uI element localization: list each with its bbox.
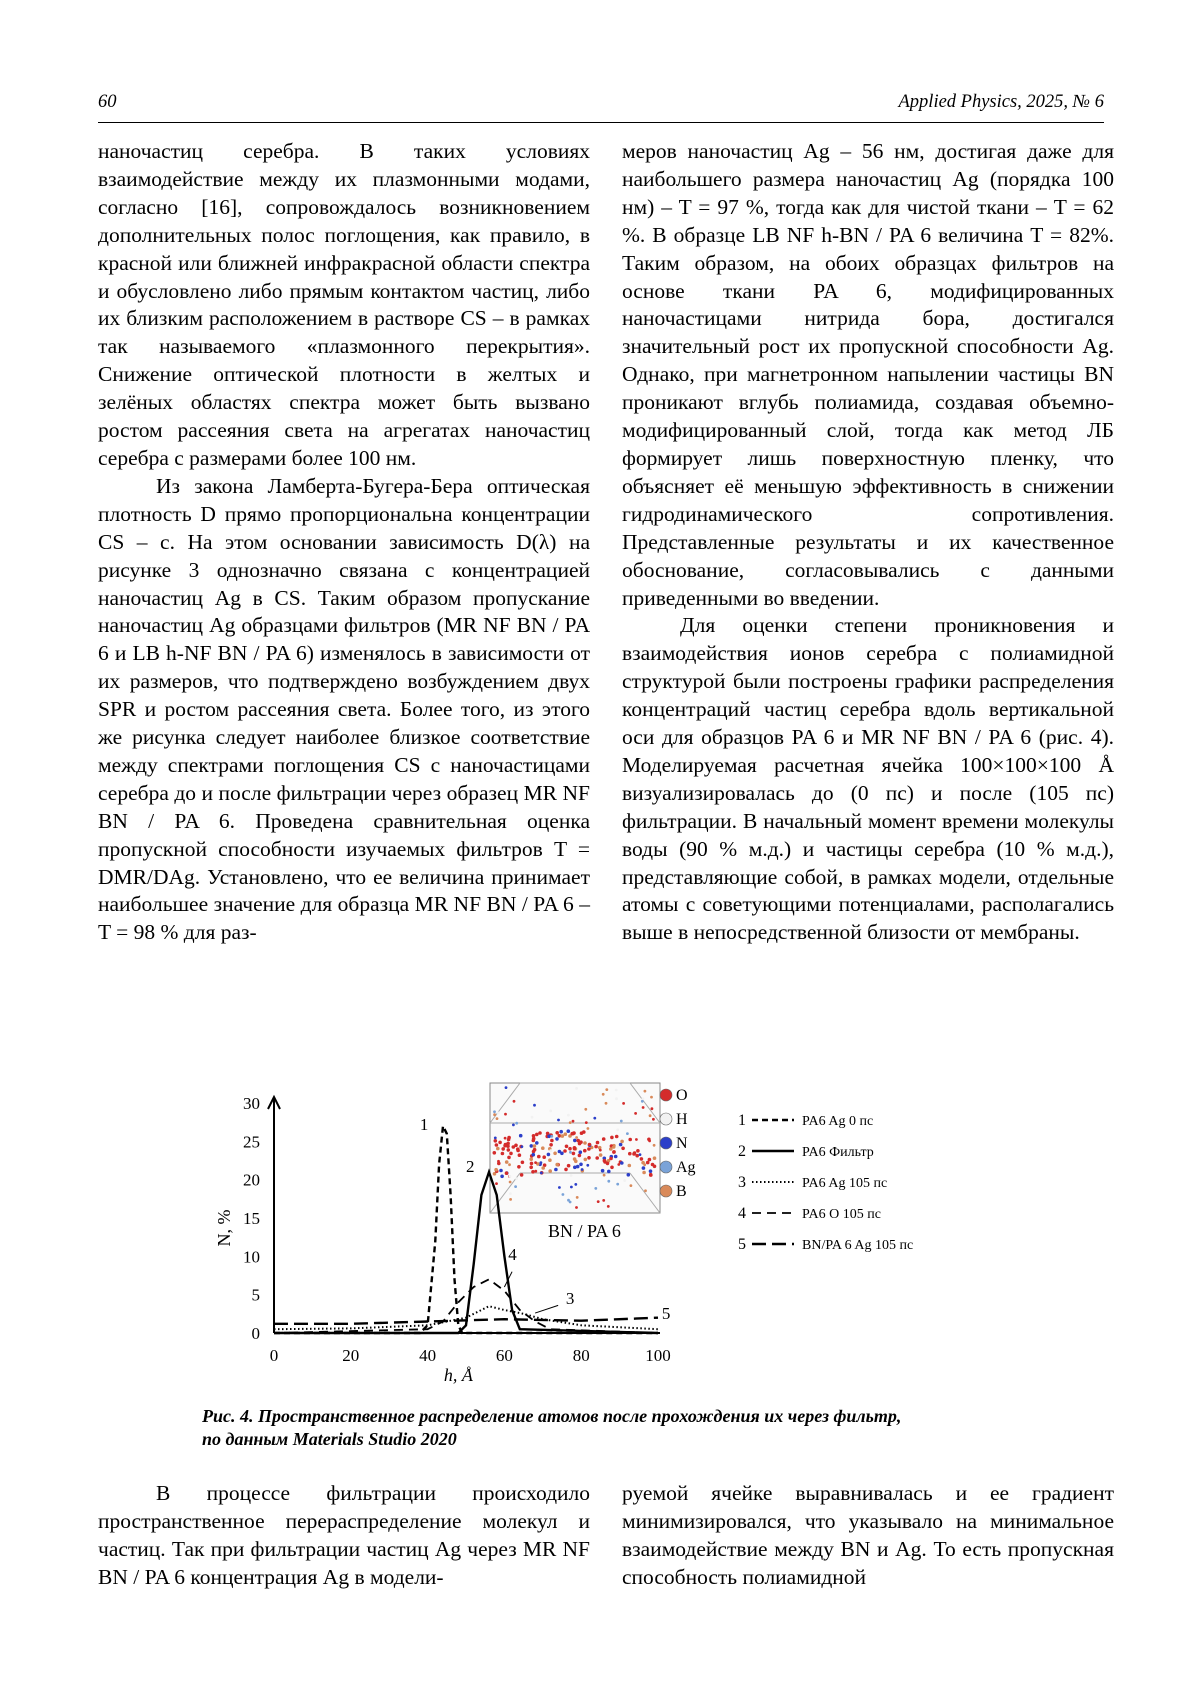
inset-atom <box>549 1110 552 1113</box>
inset-atom <box>509 1175 512 1178</box>
legend-number: 3 <box>738 1174 746 1191</box>
inset-atom <box>494 1137 497 1140</box>
inset-atom <box>548 1158 552 1162</box>
inset-atom <box>595 1156 599 1160</box>
inset-atom <box>626 1132 629 1135</box>
inset-atom <box>547 1135 551 1139</box>
inset-atom <box>534 1170 537 1173</box>
inset-atom <box>505 1160 509 1164</box>
inset-atom <box>616 1128 619 1131</box>
inset-atom <box>583 1149 587 1153</box>
y-tick-label: 20 <box>243 1170 260 1190</box>
inset-atom <box>533 1144 537 1148</box>
inset-atom <box>597 1200 600 1203</box>
inset-atom <box>648 1140 651 1143</box>
inset-label: BN / PA 6 <box>548 1221 621 1241</box>
inset-atom <box>606 1162 610 1166</box>
bottom-left-column <box>98 1480 590 1592</box>
inset-atom <box>593 1117 596 1120</box>
atom-legend-label: B <box>676 1183 687 1200</box>
inset-atom <box>541 1166 545 1170</box>
inset-atom <box>573 1147 577 1151</box>
legend-number: 4 <box>738 1205 746 1222</box>
series-number-label: 4 <box>508 1245 517 1265</box>
x-tick-label: 20 <box>342 1346 360 1365</box>
inset-atom <box>621 1147 625 1151</box>
atom-legend-marker <box>660 1113 672 1125</box>
inset-atom <box>573 1139 577 1143</box>
inset-atom <box>519 1134 523 1138</box>
inset-atom <box>500 1175 504 1179</box>
inset-atom <box>652 1118 655 1121</box>
inset-atom <box>493 1113 496 1116</box>
y-tick-label: 10 <box>243 1247 260 1267</box>
inset-atom <box>599 1149 602 1152</box>
inset-atom <box>641 1100 644 1103</box>
inset-atom <box>564 1168 568 1172</box>
inset-atom <box>607 1170 611 1174</box>
inset-atom <box>561 1134 565 1138</box>
legend-number: 2 <box>738 1143 746 1160</box>
inset-atom <box>653 1144 656 1147</box>
inset-atom <box>504 1137 507 1140</box>
inset-atom <box>501 1147 505 1151</box>
inset-atom <box>515 1177 518 1180</box>
caption-line-2: по данным Materials Studio 2020 <box>202 1429 457 1449</box>
legend-label: PA6 Ag 0 пс <box>802 1114 874 1129</box>
inset-atom <box>574 1183 577 1186</box>
atom-legend-marker <box>660 1089 672 1101</box>
inset-atom <box>607 1180 610 1183</box>
inset-atom <box>517 1165 521 1169</box>
journal-title: Applied Physics, 2025, № 6 <box>898 92 1104 112</box>
inset-atom <box>521 1161 525 1165</box>
inset-atom <box>603 1174 606 1177</box>
inset-atom <box>531 1170 535 1174</box>
atom-legend-marker <box>660 1185 672 1197</box>
series-number-label: 3 <box>565 1288 575 1308</box>
inset-atom <box>615 1097 618 1100</box>
inset-atom <box>493 1110 496 1113</box>
inset-atom <box>567 1199 570 1202</box>
inset-atom <box>535 1141 539 1145</box>
inset-atom <box>612 1146 615 1149</box>
inset-atom <box>501 1152 505 1156</box>
legend-label: PA6 Фильтр <box>802 1145 874 1160</box>
inset-atom <box>651 1163 655 1167</box>
inset-atom <box>555 1131 559 1135</box>
legend-label: BN/PA 6 Ag 105 пс <box>802 1238 914 1253</box>
inset-atom <box>609 1147 613 1151</box>
page-header <box>98 88 1104 123</box>
inset-atom <box>569 1151 572 1154</box>
inset-atom <box>567 1129 571 1133</box>
inset-atom <box>610 1166 614 1170</box>
inset-atom <box>633 1151 637 1155</box>
paragraph: наночастиц серебра. В таких условиях взаимодействие между их плазмонными модами, согласно [16], сопровождалось возникновением дополнительных полос поглощения, как правило, в красной или ближней инфракрасной области спектра и обусловлено либо прямым контактом частиц, либо их близким расположением в растворе CS – в рамках так называемого «плазмонного перекрытия». Снижение оптической плотности в желтых и зелёных областях спектра может быть вызвано ростом рассеяния света на агрегатах наночастиц серебра с размерами более 100 нм. <box>98 139 590 470</box>
inset-atom <box>509 1198 512 1201</box>
x-tick-label: 0 <box>269 1346 279 1365</box>
atom-legend-label: O <box>676 1087 688 1104</box>
inset-atom <box>558 1150 562 1154</box>
inset-atom <box>572 1120 575 1123</box>
inset-atom <box>576 1196 579 1199</box>
paragraph: Из закона Ламберта-Бугера-Бера оптическая плотность D прямо пропорциональна концентрации CS – c. На этом основании зависимость D(λ) на рисунке 3 однозначно связана с концентрацией наночастиц Ag в CS. Таким образом пропускание наночастиц Ag образцами фильтров (MR NF BN / PA 6 и LB h-NF BN / PA 6) изменялось в зависимости от их размеров, что подтверждено возбуждением двух SPR и ростом рассеяния света. Более того, из этого же рисунка следует наиболее близкое соответствие между спектрами поглощения CS с наночастицами серебра до и после фильтрации через образец MR NF BN / PA 6. Проведена сравнительная оценка пропускной способности изучаемых фильтров T = DMR/DAg. Установлено, что ее величина принимает наибольшее значение для образца MR NF BN / PA 6 – T = 98 % для раз- <box>98 473 590 945</box>
inset-atom <box>578 1154 582 1158</box>
inset-atom <box>649 1114 652 1117</box>
caption-line-1: Рис. 4. Пространственное распределение атомов после прохождения их через фильтр, <box>202 1406 902 1426</box>
bottom-right-column <box>622 1480 1114 1592</box>
inset-atom <box>583 1141 587 1145</box>
inset-atom <box>620 1161 624 1165</box>
atom-legend-marker <box>660 1137 672 1149</box>
inset-atom <box>642 1097 645 1100</box>
inset-atom <box>530 1144 534 1148</box>
inset-atom <box>529 1157 533 1161</box>
inset-atom <box>532 1139 536 1143</box>
inset-atom <box>634 1112 637 1115</box>
inset-atom <box>557 1119 560 1122</box>
y-axis-label: N, % <box>214 1209 234 1247</box>
inset-atom <box>585 1121 588 1124</box>
paragraph: В процессе фильтрации происходило пространственное перераспределение молекул и частиц. Так при фильтрации частиц Ag через MR NF BN / PA 6 концентрация Ag в модели- <box>98 1481 590 1589</box>
inset-atom <box>602 1093 605 1096</box>
inset-atom <box>646 1161 650 1165</box>
inset-atom <box>512 1145 516 1149</box>
inset-atom <box>534 1161 537 1164</box>
inset-atom <box>653 1156 657 1160</box>
inset-atom <box>588 1143 592 1147</box>
inset-atom <box>651 1107 654 1110</box>
figure-4 <box>200 1055 1020 1395</box>
inset-simulation-cell <box>490 1083 660 1241</box>
inset-atom <box>529 1166 533 1170</box>
chart-legend <box>738 1112 913 1253</box>
inset-atom <box>520 1173 524 1177</box>
inset-atom <box>594 1187 597 1190</box>
x-tick-label: 60 <box>495 1346 513 1365</box>
inset-atom <box>594 1145 598 1149</box>
atom-legend-marker <box>660 1161 672 1173</box>
inset-atom <box>564 1132 568 1136</box>
legend-number: 5 <box>738 1236 746 1253</box>
inset-atom <box>555 1163 559 1167</box>
inset-atom <box>620 1120 623 1123</box>
inset-atom <box>555 1137 559 1141</box>
inset-atom <box>507 1156 511 1160</box>
inset-atom <box>567 1164 571 1168</box>
inset-atom <box>497 1112 500 1115</box>
x-tick-label: 80 <box>572 1346 590 1365</box>
inset-atom <box>493 1151 497 1155</box>
inset-atom <box>504 1143 508 1147</box>
inset-atom <box>512 1124 515 1127</box>
inset-atom <box>533 1148 537 1152</box>
inset-atom <box>541 1146 545 1150</box>
inset-atom <box>642 1106 645 1109</box>
inset-atom <box>575 1206 578 1209</box>
inset-atom <box>540 1161 543 1164</box>
legend-label: PA6 О 105 пс <box>802 1207 881 1222</box>
inset-atom <box>499 1169 503 1173</box>
legend-number: 1 <box>738 1112 746 1129</box>
inset-atom <box>495 1143 499 1147</box>
figure-caption <box>202 1405 1022 1451</box>
inset-atom <box>495 1182 498 1185</box>
inset-atom <box>509 1181 512 1184</box>
inset-atom <box>639 1153 642 1156</box>
inset-atom <box>644 1189 647 1192</box>
inset-atom <box>515 1122 518 1125</box>
inset-atom <box>628 1152 632 1156</box>
y-tick-label: 5 <box>251 1285 260 1305</box>
inset-atom <box>563 1149 567 1153</box>
inset-atom <box>649 1173 653 1177</box>
inset-atom <box>616 1183 619 1186</box>
inset-atom <box>605 1102 608 1105</box>
inset-atom <box>550 1135 553 1138</box>
x-axis-label: h, Å <box>443 1365 473 1385</box>
inset-atom <box>570 1174 573 1177</box>
inset-atom <box>496 1147 500 1151</box>
inset-atom <box>530 1162 534 1166</box>
inset-atom <box>580 1131 584 1135</box>
line-chart <box>200 1055 1020 1395</box>
inset-atom <box>498 1141 502 1145</box>
legend-label: PA6 Ag 105 пс <box>802 1176 888 1191</box>
inset-atom <box>628 1164 632 1168</box>
inset-atom <box>619 1143 623 1147</box>
inset-atom <box>609 1157 613 1161</box>
inset-atom <box>587 1156 591 1160</box>
inset-atom <box>615 1089 618 1092</box>
inset-atom <box>505 1171 509 1175</box>
inset-atom <box>642 1166 646 1170</box>
inset-atom <box>650 1096 653 1099</box>
inset-atom <box>575 1136 578 1139</box>
inset-atom <box>550 1139 554 1143</box>
inset-atom <box>567 1114 570 1117</box>
inset-atom <box>576 1165 580 1169</box>
inset-atom <box>627 1173 631 1177</box>
inset-atom <box>586 1164 589 1167</box>
inset-atom <box>603 1159 607 1163</box>
inset-atom <box>513 1100 516 1103</box>
inset-atom <box>537 1155 541 1159</box>
inset-atom <box>518 1153 522 1157</box>
inset-atom <box>538 1131 542 1135</box>
inset-atom <box>628 1138 632 1142</box>
inset-atom <box>553 1152 557 1156</box>
inset-atom <box>602 1137 606 1141</box>
paragraph: руемой ячейке выравнивалась и ее градиент минимизировался, что указывало на минимальное взаимодействие между BN и Ag. То есть пропускная способность полиамидной <box>622 1481 1114 1589</box>
inset-atom <box>636 1149 640 1153</box>
inset-atom <box>533 1104 536 1107</box>
inset-atom <box>635 1154 639 1158</box>
page-number: 60 <box>98 92 117 112</box>
inset-atom <box>497 1160 500 1163</box>
inset-atom <box>617 1163 620 1166</box>
inset-atom <box>623 1179 626 1182</box>
atom-legend <box>660 1087 696 1200</box>
inset-atom <box>548 1169 552 1173</box>
inset-atom <box>505 1086 508 1089</box>
paragraph: меров наночастиц Ag – 56 нм, достигая даже для наибольшего размера наночастиц Ag (порядка 100 нм) – T = 97 %, тогда как для чистой ткани – T = 62 %. В образце LB NF h-BN / PA 6 величина T = 82%. Таким образом, на обоих образцах фильтров на основе ткани PA 6, модифицированных наночастицами нитрида бора, достигался значительный рост их пропускной способности Ag. Однако, при магнетронном напылении частицы BN проникают вглубь полиамида, создавая объемно-модифицированный слой, тогда как метод ЛБ формирует лишь поверхностную пленку, что объясняет её меньшую эффективность в снижении гидродинамического сопротивления. Представленные результаты и их качественное обоснование, согласовывались с данными приведенными во введении. <box>622 139 1114 610</box>
inset-atom <box>549 1149 552 1152</box>
inset-atom <box>507 1148 511 1152</box>
inset-atom <box>507 1136 511 1140</box>
paragraph: Для оценки степени проникновения и взаимодействия ионов серебра с полиамидной структурой были построены графики распределения концентраций частиц серебра вдоль вертикальной оси для образцов PA 6 и MR NF BN / PA 6 (рис. 4). Моделируемая расчетная ячейка 100×100×100 Å визуализировалась до (0 пс) и после (105 пс) фильтрации. В начальный момент времени молекулы воды (90 % м.д.) и частицы серебра (10 % м.д.), представляющие собой, в рамках модели, отдельные атомы с советующими потенциалами, располагались выше в непосредственной близости от мембраны. <box>622 613 1114 945</box>
inset-atom <box>532 1153 536 1157</box>
inset-atom <box>579 1150 583 1154</box>
right-column <box>622 138 1114 947</box>
inset-atom <box>596 1141 600 1145</box>
series-number-label: 5 <box>661 1304 671 1324</box>
series-number-label: 1 <box>419 1114 429 1134</box>
inset-atom <box>642 1171 646 1175</box>
inset-atom <box>581 1168 584 1171</box>
inset-atom <box>514 1185 517 1188</box>
inset-atom <box>617 1146 620 1149</box>
y-tick-label: 15 <box>243 1209 260 1228</box>
inset-atom <box>521 1145 524 1148</box>
inset-atom <box>601 1169 605 1173</box>
left-column <box>98 138 590 947</box>
inset-atom <box>599 1153 603 1157</box>
inset-atom <box>504 1113 507 1116</box>
inset-atom <box>640 1157 644 1161</box>
inset-atom <box>572 1152 576 1156</box>
inset-atom <box>579 1163 583 1167</box>
inset-atom <box>587 1147 591 1151</box>
inset-atom <box>494 1139 498 1143</box>
inset-atom <box>584 1108 587 1111</box>
inset-atom <box>620 1140 624 1144</box>
inset-atom <box>562 1193 565 1196</box>
y-tick-label: 30 <box>243 1094 260 1113</box>
inset-atom <box>602 1199 605 1202</box>
inset-atom <box>584 1158 588 1162</box>
inset-atom <box>508 1163 511 1166</box>
inset-atom <box>509 1192 512 1195</box>
inset-atom <box>569 1121 572 1124</box>
inset-atom <box>574 1160 578 1164</box>
inset-atom <box>531 1116 534 1119</box>
inset-atom <box>614 1155 618 1159</box>
inset-atom <box>575 1087 578 1090</box>
y-tick-label: 25 <box>243 1132 260 1152</box>
inset-atom <box>547 1153 551 1157</box>
inset-atom <box>568 1147 572 1151</box>
inset-atom <box>630 1184 633 1187</box>
inset-atom <box>542 1155 546 1159</box>
atom-legend-label: N <box>676 1135 688 1152</box>
inset-atom <box>607 1205 610 1208</box>
inset-atom <box>558 1186 561 1189</box>
inset-atom <box>554 1168 558 1172</box>
inset-atom <box>649 1169 653 1173</box>
inset-atom <box>612 1150 616 1154</box>
inset-atom <box>643 1163 646 1166</box>
inset-atom <box>644 1090 647 1093</box>
inset-atom <box>615 1135 619 1139</box>
x-tick-label: 100 <box>645 1346 671 1365</box>
inset-atom <box>622 1102 625 1105</box>
inset-atom <box>535 1133 539 1137</box>
atom-legend-label: Ag <box>676 1159 696 1176</box>
inset-atom <box>516 1149 520 1153</box>
inset-atom <box>565 1145 569 1149</box>
inset-atom <box>509 1152 513 1156</box>
inset-atom <box>570 1132 574 1136</box>
y-tick-label: 0 <box>251 1324 260 1343</box>
atom-legend-label: H <box>676 1111 688 1128</box>
inset-atom <box>494 1168 498 1172</box>
inset-atom <box>540 1172 543 1175</box>
annotation-arrow <box>535 1305 558 1313</box>
inset-atom <box>610 1136 614 1140</box>
inset-atom <box>587 1127 590 1130</box>
inset-atom <box>549 1143 553 1147</box>
inset-atom <box>605 1088 608 1091</box>
series-number-label: 2 <box>466 1157 475 1176</box>
inset-atom <box>496 1117 499 1120</box>
inset-atom <box>559 1130 563 1134</box>
inset-atom <box>570 1186 573 1189</box>
inset-atom <box>576 1139 580 1143</box>
inset-atom <box>635 1138 638 1141</box>
x-tick-label: 40 <box>419 1346 437 1365</box>
